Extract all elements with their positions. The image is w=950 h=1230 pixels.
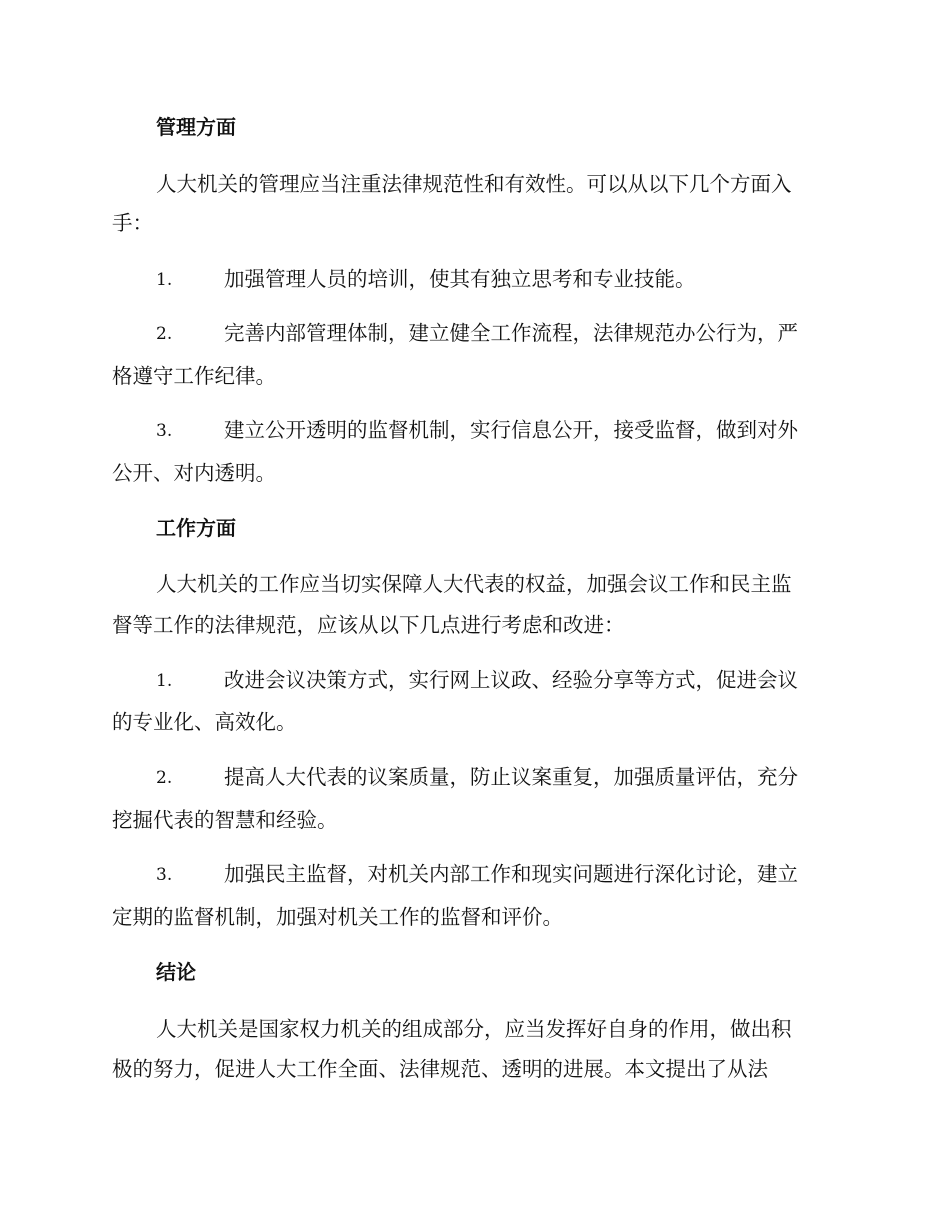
management-item-3-number: 3. <box>156 421 173 441</box>
management-item-2-line-1: 完善内部管理体制，建立健全工作流程，法律规范办公行为，严 <box>224 321 798 345</box>
work-intro-line-2: 督等工作的法律规范，应该从以下几点进行考虑和改进： <box>112 613 625 637</box>
management-item-2-number: 2. <box>156 324 173 344</box>
management-intro-line-2: 手： <box>112 211 153 235</box>
work-item-1-line-2: 的专业化、高效化。 <box>112 710 297 734</box>
conclusion-line-2: 极的努力，促进人大工作全面、法律规范、透明的进展。本文提出了从法 <box>112 1057 768 1081</box>
work-item-3-line-1: 加强民主监督，对机关内部工作和现实问题进行深化讨论，建立 <box>224 862 798 886</box>
work-item-3-number: 3. <box>156 865 173 885</box>
work-item-2-line-1: 提高人大代表的议案质量，防止议案重复，加强质量评估，充分 <box>224 765 798 789</box>
conclusion-line-1: 人大机关是国家权力机关的组成部分，应当发挥好自身的作用，做出积 <box>156 1017 792 1041</box>
work-item-2-number: 2. <box>156 768 173 788</box>
management-item-3-line-1: 建立公开透明的监督机制，实行信息公开，接受监督，做到对外 <box>224 418 798 442</box>
work-item-2-line-2: 挖掘代表的智慧和经验。 <box>112 808 338 832</box>
work-item-3-line-2: 定期的监督机制，加强对机关工作的监督和评价。 <box>112 905 563 929</box>
management-item-1-number: 1. <box>156 270 173 290</box>
work-intro-line-1: 人大机关的工作应当切实保障人大代表的权益，加强会议工作和民主监 <box>156 572 792 596</box>
management-intro-line-1: 人大机关的管理应当注重法律规范性和有效性。可以从以下几个方面入 <box>156 172 792 196</box>
section-heading-work: 工作方面 <box>156 516 236 540</box>
management-item-2-line-2: 格遵守工作纪律。 <box>112 364 276 388</box>
section-heading-management: 管理方面 <box>156 115 236 139</box>
work-item-1-line-1: 改进会议决策方式，实行网上议政、经验分享等方式，促进会议 <box>224 668 798 692</box>
management-item-1-line-1: 加强管理人员的培训，使其有独立思考和专业技能。 <box>224 267 696 291</box>
management-item-3-line-2: 公开、对内透明。 <box>112 461 276 485</box>
work-item-1-number: 1. <box>156 671 173 691</box>
section-heading-conclusion: 结论 <box>156 960 196 984</box>
